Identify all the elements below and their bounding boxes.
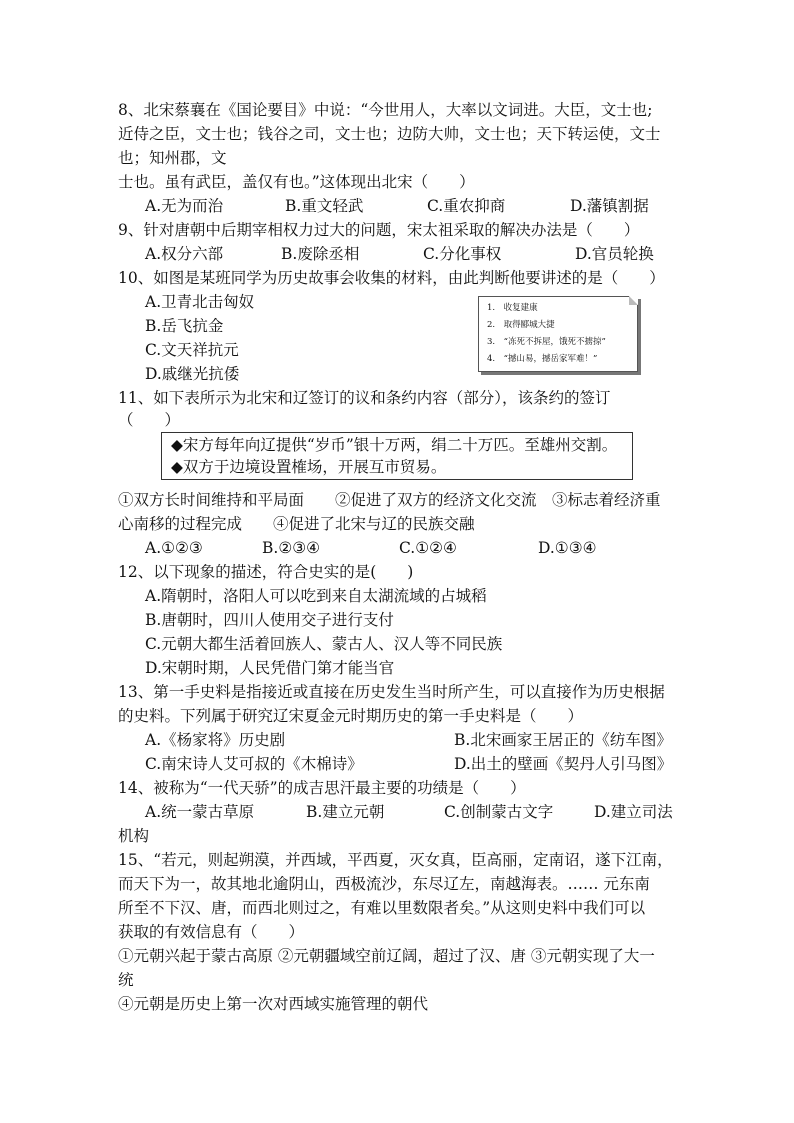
q8-option-b: B.重文轻武 xyxy=(285,197,364,215)
q8-stem-line4: 士也。虽有武臣，盖仅有也。”这体现出北宋（ ） xyxy=(118,173,475,191)
q9-option-d: D.官员轮换 xyxy=(575,245,654,263)
q15-stem-line2: 而天下为一，故其地北逾阴山，西极流沙，东尽辽左，南越海表。…… 元东南 xyxy=(118,875,650,893)
q15-choices-line2: 统 xyxy=(118,971,134,989)
q13-option-d: D.出土的壁画《契丹人引马图》 xyxy=(454,755,673,773)
q10-stem: 10、如图是某班同学为历史故事会收集的材料，由此判断他要讲述的是（ ） xyxy=(118,269,665,287)
q12-option-d: D.宋朝时期，人民凭借门第才能当官 xyxy=(145,659,395,677)
q8-stem-line1: 8、北宋蔡襄在《国论要目》中说：“今世用人，大率以文词进。大臣，文士也; xyxy=(118,101,653,119)
q15-choices-line3: ④元朝是历史上第一次对西域实施管理的朝代 xyxy=(118,995,429,1013)
q12-option-c: C.元朝大都生活着回族人、蒙古人、汉人等不同民族 xyxy=(145,635,503,653)
q11-option-c: C.①②④ xyxy=(399,539,457,557)
q15-stem-line3: 所至不下汉、唐，而西北则过之，有难以里数限者矣。”从这则史料中我们可以 xyxy=(118,899,646,917)
q15-stem-line4: 获取的有效信息有（ ） xyxy=(118,923,305,941)
q11-option-d: D.①③④ xyxy=(538,539,597,557)
q10-card-item-4: 4. “撼山易，撼岳家军难！” xyxy=(487,354,598,364)
q14-option-d: D.建立司法 xyxy=(594,803,673,821)
page-curl xyxy=(629,296,638,305)
q11-treaty-row-1: ◆宋方每年向辽提供“岁币”银十万两，绢二十万匹。至雄州交割。 xyxy=(171,436,618,454)
q10-option-b: B.岳飞抗金 xyxy=(145,317,224,335)
q11-option-a: A.①②③ xyxy=(145,539,203,557)
q8-stem-line3: 也；知州郡，文 xyxy=(118,149,227,167)
q11-stem-line1: 11、如下表所示为北宋和辽签订的议和条约内容（部分），该条约的签订 xyxy=(118,389,611,407)
q14-stem: 14、被称为“一代天骄”的成吉思汗最主要的功绩是（ ） xyxy=(118,779,526,797)
q12-stem: 12、以下现象的描述，符合史实的是( ) xyxy=(118,563,414,581)
q10-card-item-1: 1. 收复建康 xyxy=(487,303,538,313)
q15-choices-line1: ①元朝兴起于蒙古高原 ②元朝疆域空前辽阔，超过了汉、唐 ③元朝实现了大一 xyxy=(118,947,655,965)
q13-option-a: A.《杨家将》历史剧 xyxy=(145,731,286,749)
q11-treaty-row-2: ◆双方于边境设置榷场，开展互市贸易。 xyxy=(171,458,447,476)
q9-option-a: A.权分六部 xyxy=(145,245,224,263)
q11-choices-line2: 心南移的过程完成 ④促进了北宋与辽的民族交融 xyxy=(118,515,475,533)
q11-stem-line2: （ ） xyxy=(118,411,181,429)
q8-option-d: D.藩镇割据 xyxy=(570,197,649,215)
q10-material-card xyxy=(478,296,638,372)
q13-option-c: C.南宋诗人艾可叔的《木棉诗》 xyxy=(145,755,363,773)
q14-option-b: B.建立元朝 xyxy=(306,803,385,821)
q12-option-a: A.隋朝时，洛阳人可以吃到来自太湖流域的占城稻 xyxy=(145,587,487,605)
q9-stem: 9、针对唐朝中后期宰相权力过大的问题，宋太祖采取的解决办法是（ ） xyxy=(118,221,640,239)
q8-option-c: C.重农抑商 xyxy=(427,197,506,215)
q8-stem-line2: 近侍之臣，文士也；钱谷之司，文士也；边防大帅，文士也；天下转运使，文士 xyxy=(118,125,661,143)
q9-option-c: C.分化事权 xyxy=(423,245,502,263)
q12-option-b: B.唐朝时，四川人使用交子进行支付 xyxy=(145,611,394,629)
q15-stem-line1: 15、“若元，则起朔漠，并西域，平西夏，灭女真，臣高丽，定南诏，遂下江南， xyxy=(118,851,673,869)
q14-option-a: A.统一蒙古草原 xyxy=(145,803,255,821)
q8-option-a: A.无为而治 xyxy=(145,197,224,215)
q10-option-d: D.戚继光抗倭 xyxy=(145,365,240,383)
q11-choices-line1: ①双方长时间维持和平局面 ②促进了双方的经济文化交流 ③标志着经济重 xyxy=(118,491,661,509)
q10-option-a: A.卫青北击匈奴 xyxy=(145,293,255,311)
q13-stem-line2: 的史料。下列属于研究辽宋夏金元时期历史的第一手史料是（ ） xyxy=(118,707,584,725)
q13-stem-line1: 13、第一手史料是指接近或直接在历史发生当时所产生，可以直接作为历史根据 xyxy=(118,683,665,701)
q13-option-b: B.北宋画家王居正的《纺车图》 xyxy=(454,731,672,749)
q14-option-d-continued: 机构 xyxy=(118,827,150,845)
q11-option-b: B.②③④ xyxy=(262,539,321,557)
q14-option-c: C.创制蒙古文字 xyxy=(444,803,554,821)
q9-option-b: B.废除丞相 xyxy=(281,245,360,263)
q10-card-item-3: 3. “冻死不拆屋，饿死不掳掠” xyxy=(487,337,606,347)
q10-card-item-2: 2. 取得郾城大捷 xyxy=(487,320,555,330)
q11-treaty-table xyxy=(161,432,633,480)
q10-option-c: C.文天祥抗元 xyxy=(145,341,239,359)
